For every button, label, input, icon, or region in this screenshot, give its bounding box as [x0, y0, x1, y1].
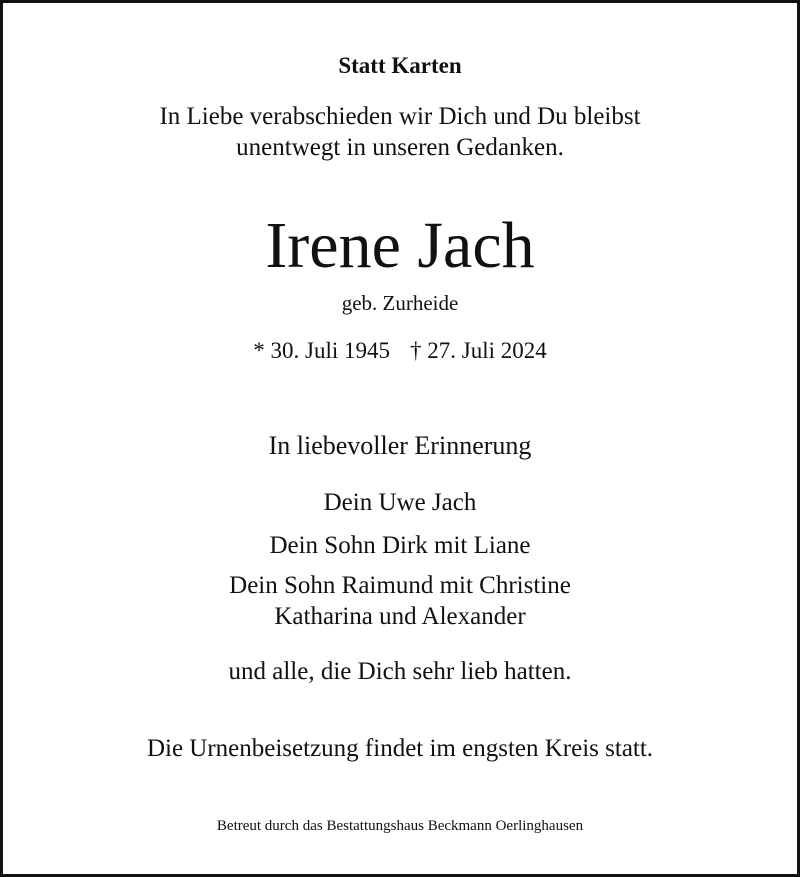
mourner-line-4: Katharina und Alexander: [274, 603, 526, 630]
mourner-line-2: Dein Sohn Dirk mit Liane: [269, 532, 531, 559]
intro-line-2: unentwegt in unseren Gedanken.: [236, 134, 564, 161]
burial-note: Die Urnenbeisetzung findet im engsten Kreis statt.: [146, 735, 654, 762]
birth-date: * 30. Juli 1945: [253, 338, 390, 363]
life-dates: [3, 339, 797, 362]
funeral-home-credit: Betreut durch das Bestattungshaus Beckmann Oerlinghausen: [216, 818, 584, 834]
maiden-name: geb. Zurheide: [341, 291, 459, 315]
remembrance-line: In liebevoller Erinnerung: [268, 431, 532, 460]
notice-heading: Statt Karten: [338, 53, 462, 78]
deceased-name: Irene Jach: [265, 209, 535, 282]
intro-line-1: In Liebe verabschieden wir Dich und Du bleibst: [159, 103, 641, 130]
mourner-line-1: Dein Uwe Jach: [323, 489, 477, 516]
mourner-line-3: Dein Sohn Raimund mit Christine: [229, 572, 571, 599]
death-date: † 27. Juli 2024: [410, 338, 547, 363]
closing-line: und alle, die Dich sehr lieb hatten.: [228, 658, 572, 685]
